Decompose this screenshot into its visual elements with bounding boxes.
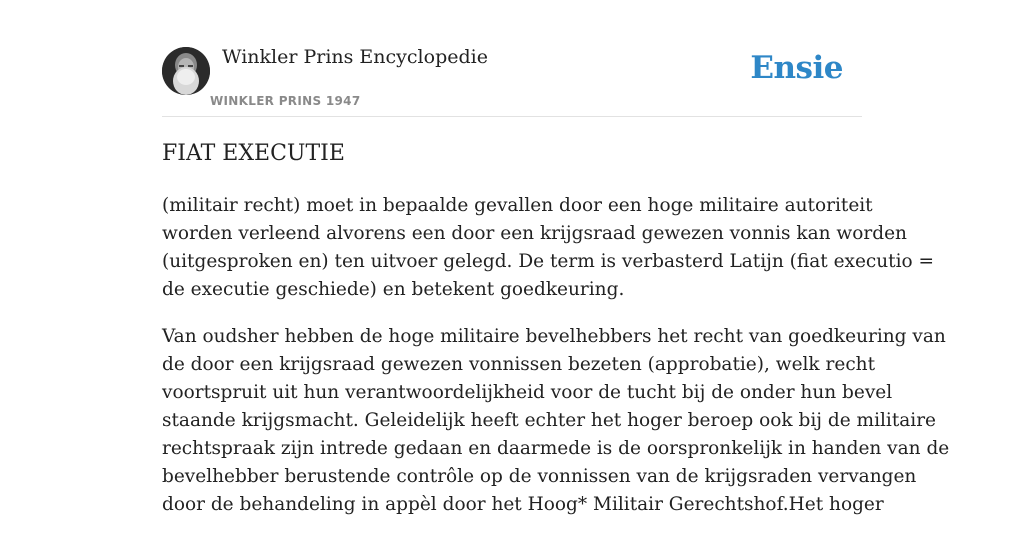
page [162,0,950,515]
text-line: de executie geschiede) en betekent goedkeuring. [162,279,625,300]
site-logo[interactable]: Ensie [750,50,843,86]
article-title: FIAT EXECUTIE [162,141,345,166]
author-subtitle[interactable]: WINKLER PRINS 1947 [210,94,361,108]
article-body [162,192,950,538]
text-line: worden verleend alvorens een door een krijgsraad gewezen vonnis kan worden [162,223,907,244]
text-line: voortspruit uit hun verantwoordelijkheid voor de tucht bij de onder hun bevel [162,382,893,403]
text-line: rechtspraak zijn intrede gedaan en daarmede is de oorspronkelijk in handen van de [162,438,950,459]
text-line: staande krijgsmacht. Geleidelijk heeft echter het hoger beroep ook bij de militaire [162,410,936,431]
text-line: (militair recht) moet in bepaalde gevallen door een hoge militaire autoriteit [162,195,873,216]
author-avatar[interactable] [162,47,210,95]
paragraph [162,192,935,304]
text-line: (uitgesproken en) ten uitvoer gelegd. De term is verbasterd Latijn (fiat executio = [162,251,935,272]
text-line: door de behandeling in appèl door het Hoog* Militair Gerechtshof.Het hoger [162,494,884,515]
text-line: bevelhebber berustende contrôle op de vonnissen van de krijgsraden vervangen [162,466,917,487]
author-name[interactable]: Winkler Prins Encyclopedie [222,46,488,68]
text-line: de door een krijgsraad gewezen vonnissen bezeten (approbatie), welk recht [162,354,876,375]
paragraph [162,323,950,519]
bearded-man-portrait-icon [162,47,210,95]
header [162,0,862,117]
text-line: Van oudsher hebben de hoge militaire bevelhebbers het recht van goedkeuring van [162,326,946,347]
